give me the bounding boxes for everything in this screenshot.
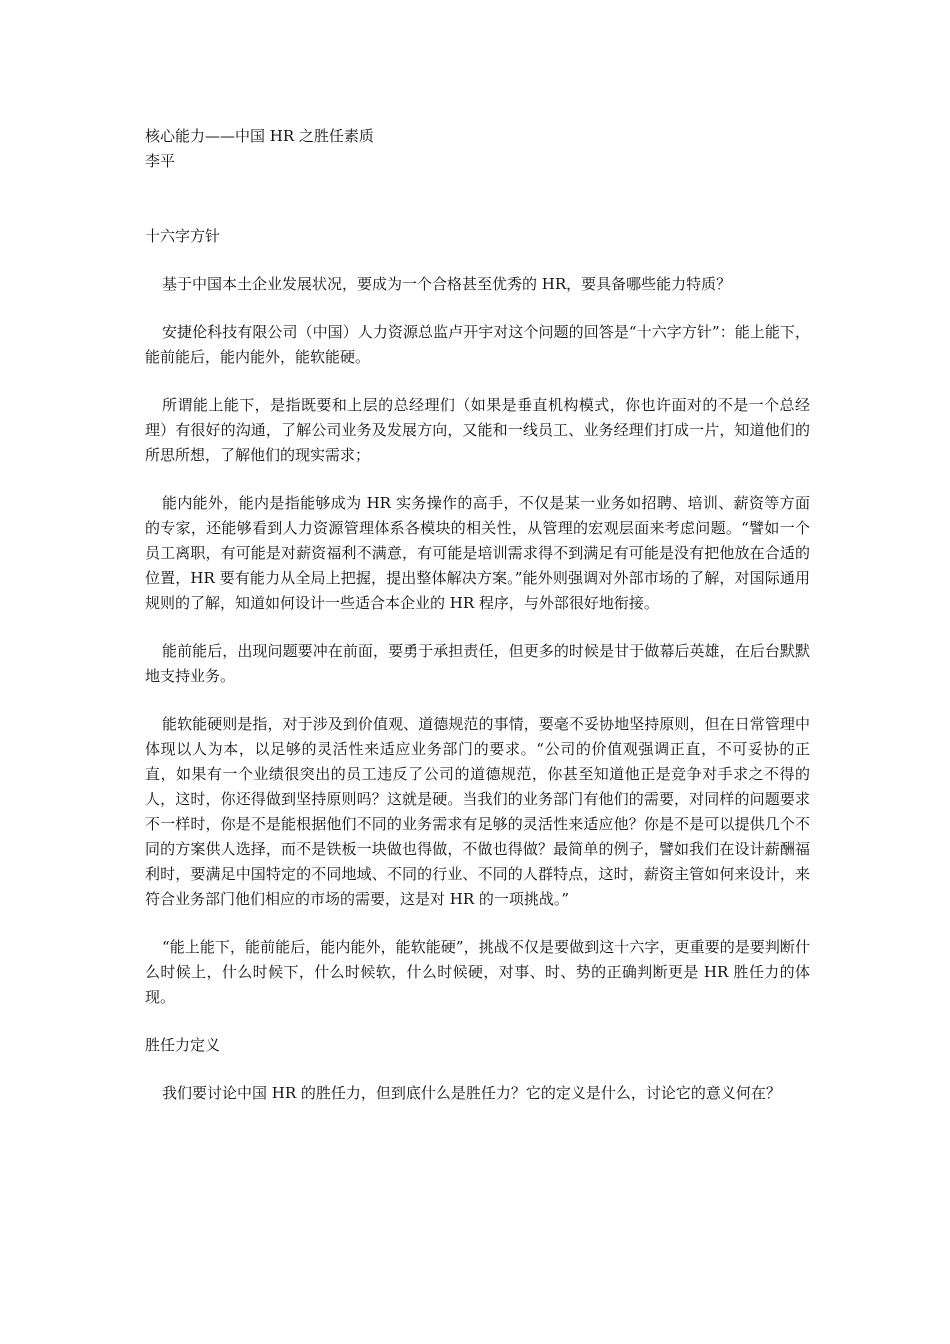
paragraph-inside-outside: 能内能外，能内是指能够成为 HR 实务操作的高手，不仅是某一业务如招聘、培训、薪资等方面的专家，还能够看到人力资源管理体系各模块的相关性，从管理的宏观层面来考虑问题。“譬如一个员工离职，有可能是对薪资福利不满意，有可能是培训需求得不到满足有可能是没有把他放在合适的位置，HR 要有能力从全局上把握，提出整体解决方案。”能外则强调对外部市场的了解，对国际通用规则的了解，知道如何设计一些适合本企业的 HR 程序，与外部很好地衔接。 — [145, 494, 810, 612]
paragraph-soft-hard: 能软能硬则是指，对于涉及到价值观、道德规范的事情，要毫不妥协地坚持原则，但在日常管理中体现以人为本，以足够的灵活性来适应业务部门的要求。“公司的价值观强调正直，不可妥协的正直，如果有一个业绩很突出的员工违反了公司的道德规范，你甚至知道他正是竞争对手求之不得的人，这时，你还得做到坚持原则吗？这就是硬。当我们的业务部门有他们的需要，对同样的问题要求不一样时，你是不是能根据他们不同的业务需求有足够的灵活性来适应他？你是不是可以提供几个不同的方案供人选择，而不是铁板一块做也得做，不做也得做？最简单的例子，譬如我们在设计薪酬福利时，要满足中国特定的不同地域、不同的行业、不同的人群特点，这时，薪资主管如何来设计，来符合业务部门他们相应的市场的需要，这是对 HR 的一项挑战。” — [145, 715, 810, 908]
paragraph-summary: “能上能下，能前能后，能内能外，能软能硬”，挑战不仅是要做到这十六字，更重要的是要判断什么时候上，什么时候下，什么时候软，什么时候硬，对事、时、势的正确判断更是 HR 胜任力的体现。 — [145, 938, 810, 1006]
paragraph-competency-question: 我们要讨论中国 HR 的胜任力，但到底什么是胜任力？它的定义是什么，讨论它的意义何在？ — [162, 1084, 781, 1102]
paragraph-answer: 安捷伦科技有限公司（中国）人力资源总监卢开宇对这个问题的回答是“十六字方针”：能上能下，能前能后，能内能外，能软能硬。 — [145, 323, 810, 366]
document-page — [145, 124, 810, 1129]
paragraph-front-back: 能前能后，出现问题要冲在前面，要勇于承担责任，但更多的时候是甘于做幕后英雄，在后台默默地支持业务。 — [145, 642, 810, 685]
section-heading-sixteen-principles: 十六字方针 — [145, 227, 221, 245]
paragraph-up-down: 所谓能上能下，是指既要和上层的总经理们（如果是垂直机构模式，你也许面对的不是一个总经理）有很好的沟通，了解公司业务及发展方向，又能和一线员工、业务经理们打成一片，知道他们的所思所想，了解他们的现实需求； — [145, 396, 810, 464]
document-author: 李平 — [145, 152, 176, 170]
document-title: 核心能力——中国 HR 之胜任素质 — [145, 127, 374, 145]
paragraph-question: 基于中国本土企业发展状况，要成为一个合格甚至优秀的 HR，要具备哪些能力特质？ — [162, 275, 732, 293]
section-heading-competency-definition: 胜任力定义 — [145, 1036, 221, 1054]
title-block — [145, 124, 810, 174]
